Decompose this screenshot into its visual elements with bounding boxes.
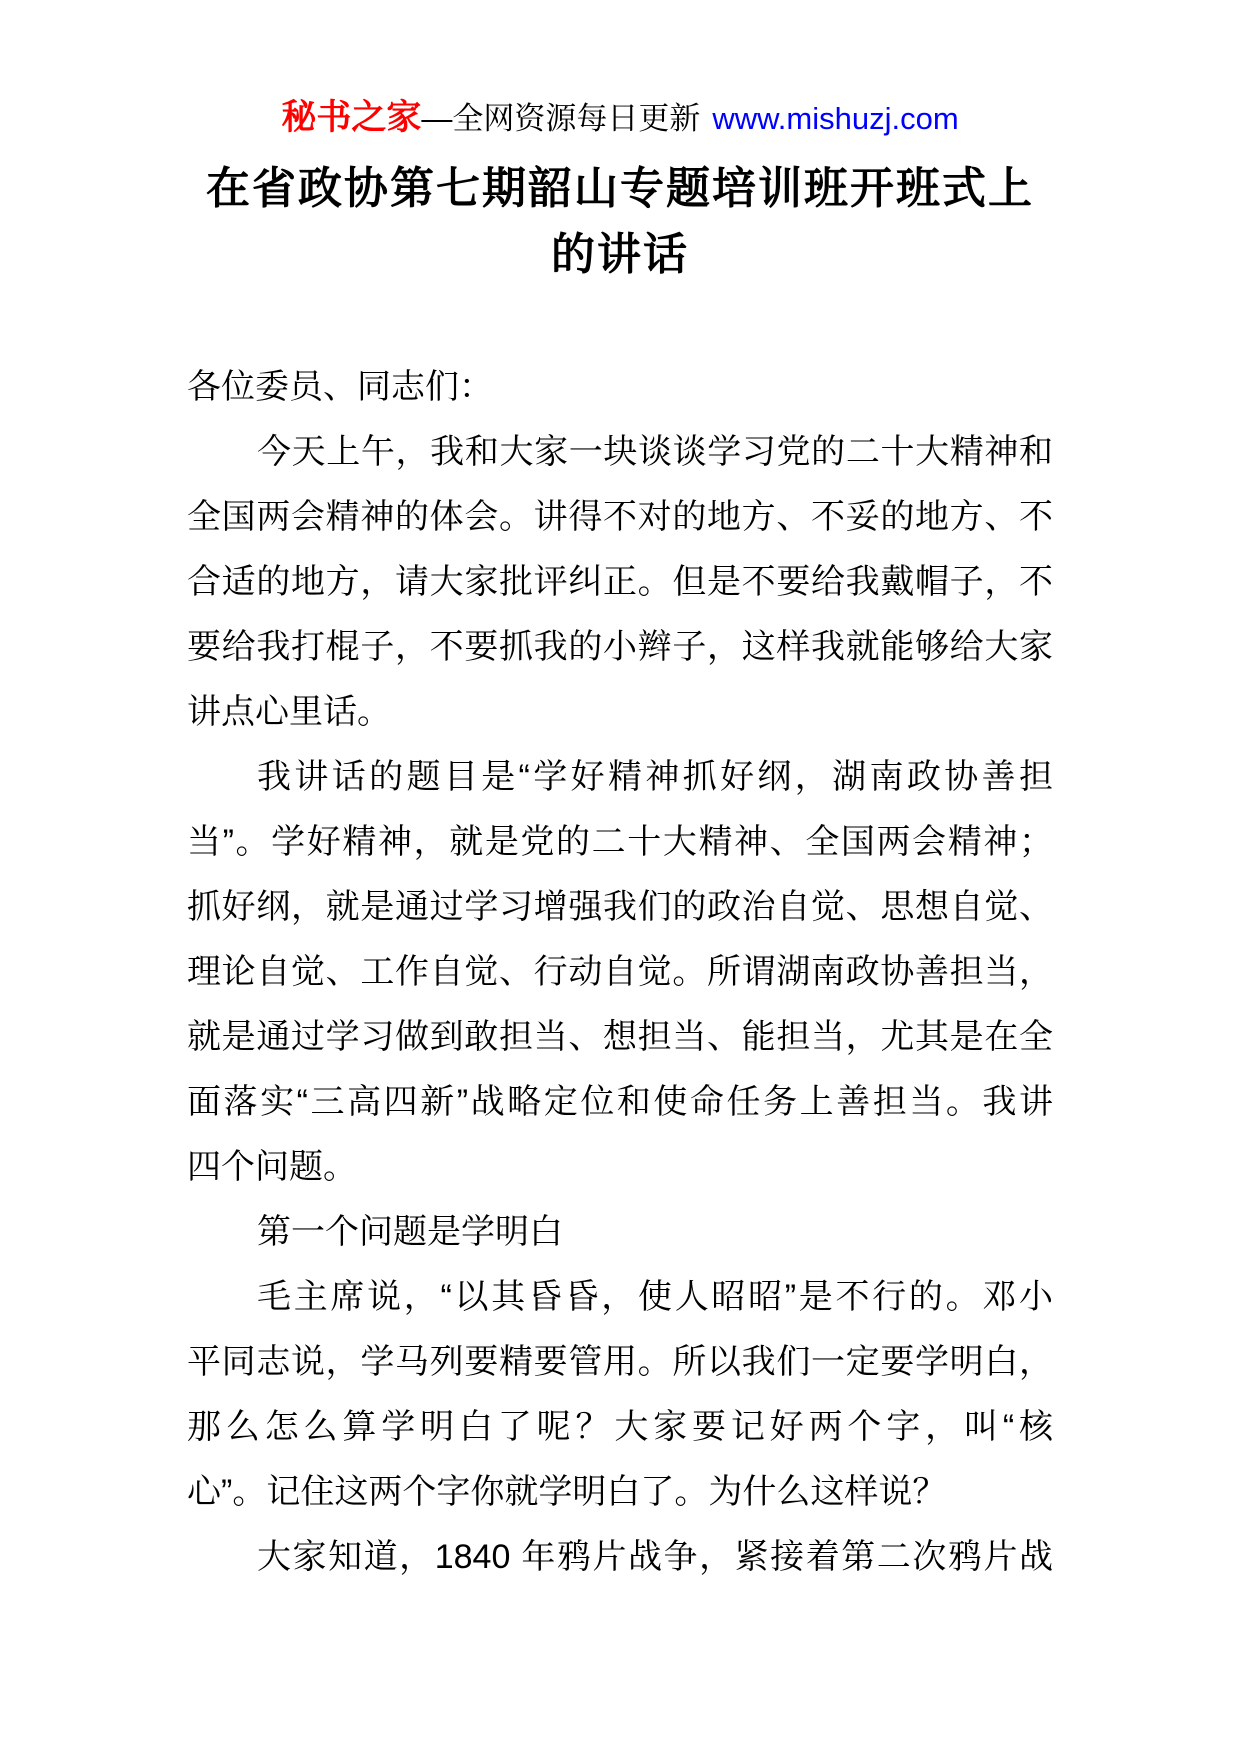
header-separator: —	[421, 101, 453, 136]
body-line: 毛主席说，“以其昏昏，使人昭昭”是不行的。邓小	[257, 1278, 1053, 1316]
body-line: 那么怎么算学明白了呢？大家要记好两个字，叫“核	[187, 1408, 1053, 1446]
body-line: 讲点心里话。	[187, 693, 391, 731]
body-line: 当”。学好精神，就是党的二十大精神、全国两会精神；	[187, 823, 1053, 861]
body-line: 平同志说，学马列要精要管用。所以我们一定要学明白，	[187, 1343, 1053, 1381]
body-line: 抓好纲，就是通过学习增强我们的政治自觉、思想自觉、	[187, 888, 1053, 926]
site-header	[0, 98, 1240, 139]
header-tagline: 全网资源每日更新	[452, 101, 701, 136]
document-body	[187, 355, 1053, 1590]
document-title-line-1: 在省政协第七期韶山专题培训班开班式上	[206, 164, 1034, 213]
document-title-line-2: 的讲话	[551, 230, 689, 279]
body-line: 就是通过学习做到敢担当、想担当、能担当，尤其是在全	[187, 1018, 1053, 1056]
body-line: 全国两会精神的体会。讲得不对的地方、不妥的地方、不	[187, 498, 1053, 536]
body-line: 理论自觉、工作自觉、行动自觉。所谓湖南政协善担当，	[187, 953, 1053, 991]
body-line: 合适的地方，请大家批评纠正。但是不要给我戴帽子，不	[187, 563, 1053, 601]
body-line: 心”。记住这两个字你就学明白了。为什么这样说？	[187, 1473, 947, 1511]
document-title	[185, 156, 1055, 288]
site-url-link[interactable]: www.mishuzj.com	[712, 101, 959, 136]
body-line: 面落实“三高四新”战略定位和使命任务上善担当。我讲	[187, 1083, 1053, 1121]
body-line: 四个问题。	[187, 1148, 357, 1186]
site-brand: 秘书之家	[281, 98, 422, 137]
body-line: 第一个问题是学明白	[257, 1213, 563, 1251]
body-line: 大家知道，1840 年鸦片战争，紧接着第二次鸦片战	[257, 1538, 1053, 1576]
body-line: 各位委员、同志们：	[187, 368, 493, 406]
body-line: 我讲话的题目是“学好精神抓好纲，湖南政协善担	[257, 758, 1053, 796]
body-line: 今天上午，我和大家一块谈谈学习党的二十大精神和	[257, 433, 1053, 471]
body-line: 要给我打棍子，不要抓我的小辫子，这样我就能够给大家	[187, 628, 1053, 666]
